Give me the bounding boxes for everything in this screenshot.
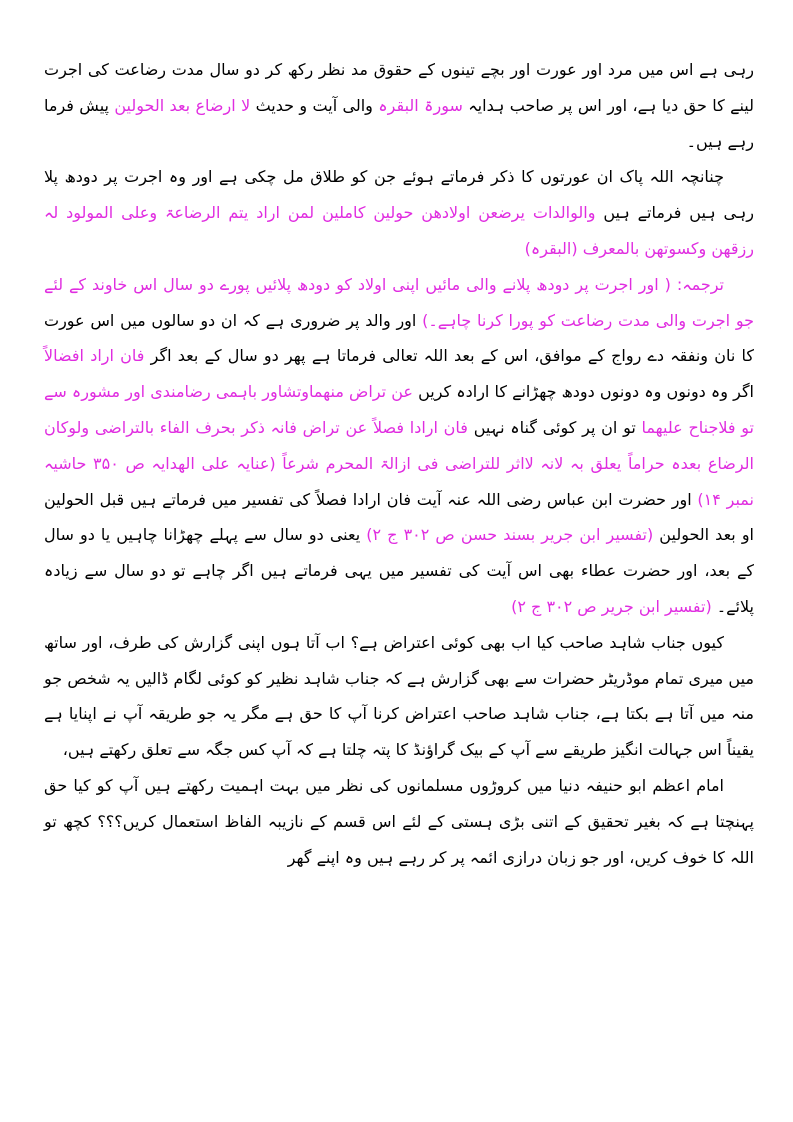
highlighted-text: فان اراد افضالاً [44,346,145,366]
body-text: کیوں جناب شاہد صاحب کیا اب بھی کوئی اعتراض ہے؟ اب آتا ہوں اپنی گزارش کی طرف، اور ساتھ میں میری تمام موڈریٹر حضرات سے بھی گزارش ہے کہ جناب شاہد نظیر کو کوئی لگام ڈالیں یہ شخص جو منہ میں آتا ہے بکتا ہے، جناب شاہد صاحب اعتراض کرنا آپ کا حق ہے مگر یہ جو طریقہ آپ نے اپنایا ہے یقیناً اس جہالت انگیز طریقے سے آپ کے بیک گراؤنڈ کا پتہ چلتا ہے کہ آپ کس جگہ سے تعلق رکھتے ہیں، [44,632,754,760]
body-paragraph [44,625,754,768]
body-paragraph [44,768,754,875]
highlighted-text: فان ارادا فصلاً عن تراض فانہ ذکر بحرف الفاء بالتراضی ولوکان الرضاع بعدہ حراماً یعلق بہ لانہ لااثر للتراضی فی ازالۃ المحرم شرعاً (عنایہ علی الھدایہ ص ۳۵۰ حاشیہ نمبر ۱۴) [44,417,754,509]
highlighted-text: ترجمہ: ( اور اجرت پر دودھ پلانے والی مائیں اپنی اولاد کو دودھ پلائیں پورے دو سال اس خاوند کے لئے جو اجرت والی مدت رضاعت کو پورا کرنا چاہے۔) [44,274,755,330]
body-text: تو ان پر کوئی گناہ نہیں [467,417,642,437]
highlighted-text: والوالدات یرضعن اولادھن حولین کاملین لمن اراد یتم الرضاعۃ وعلی المولود لہ رزقھن وکسوتھن بالمعرف (البقرہ) [44,203,754,258]
highlighted-text: لا ارضاع بعد الحولین [114,95,251,115]
highlighted-text: (تفسیر ابن جریر بسند حسن ص ۳۰۲ ج ۲) [366,525,654,545]
highlighted-text: عن تراض منھماوتشاور باہمی رضامندی اور مشورہ سے تو فلاجناح علیھما [44,382,755,437]
body-text: رہی ہے اس میں مرد اور عورت اور بچے تینوں کے حقوق مد نظر رکھ کر دو سال مدت رضاعت کی اجرت لینے کا حق دیا ہے، اور اس پر صاحب ہدایہ [44,60,754,115]
body-text: یعنی دو سال سے پہلے چھڑانا چاہیں یا دو سال کے بعد، اور حضرت عطاء بھی اس آیت کی تفسیر میں یہی فرماتے ہیں اگر چاہے تو دو سال سے زیادہ پلائے۔ [44,525,754,616]
body-paragraph [44,52,754,159]
body-text: اگر وہ دونوں وہ دونوں دودھ چھڑانے کا ارادہ کریں [412,382,755,402]
body-text: اور حضرت ابن عباس رضی اللہ عنہ آیت فان ارادا فصلاً کی تفسیر میں فرماتے ہیں قبل الحولین او بعد الحولین [44,489,754,545]
highlighted-text: سورۃ البقرہ [378,95,463,115]
body-paragraph [44,159,754,266]
body-text: امام اعظم ابو حنیفہ دنیا میں کروڑوں مسلمانوں کی نظر میں بہت اہمیت رکھتے ہیں آپ کو کیا حق پہنچتا ہے کہ بغیر تحقیق کے اتنی بڑی ہستی کے لئے اس قسم کے نازیبہ الفاظ استعمال کریں؟؟؟ کچھ تو اللہ کا خوف کریں، اور جو زبان درازی ائمہ پر کر رہے ہیں وہ اپنے گھر [44,775,754,867]
body-text: اور والد پر ضروری ہے کہ ان دو سالوں میں اس عورت کا نان ونفقہ دے رواج کے موافق، اس کے بعد اللہ تعالی فرماتا ہے پھر دو سال کے بعد اگر [44,310,755,366]
highlighted-text: (تفسیر ابن جریر ص ۳۰۲ ج ۲) [511,596,712,616]
body-text: والی آیت و حدیث [250,95,379,115]
body-text: پیش فرما رہے ہیں۔ [44,95,754,151]
body-text: چنانچہ اللہ پاک ان عورتوں کا ذکر فرماتے ہوئے جن کو طلاق مل چکی ہے اور وہ اجرت پر دودھ پلا رہی ہیں فرماتے ہیں [44,167,754,223]
body-paragraph [44,267,754,625]
document-page [44,52,754,875]
